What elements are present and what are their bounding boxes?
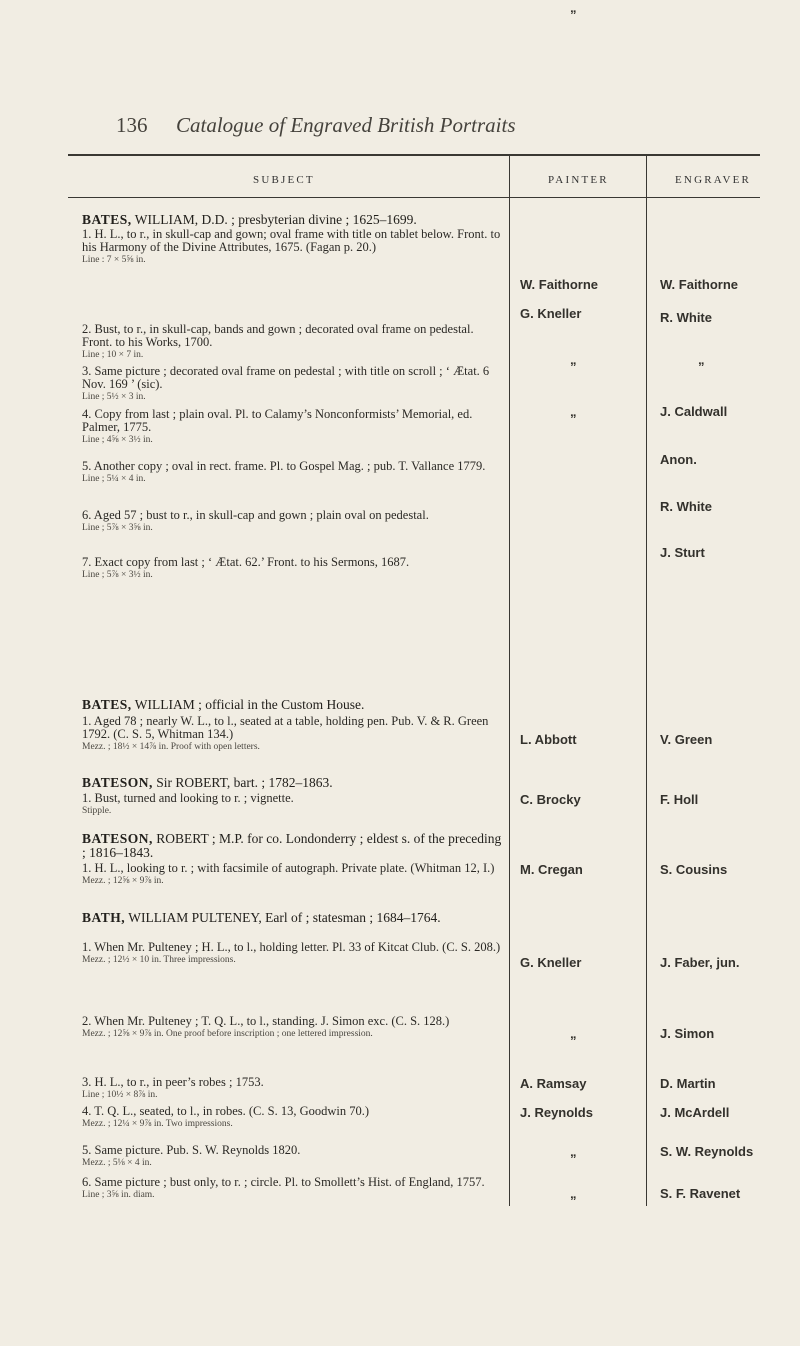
entry-description: 5. Another copy ; oval in rect. frame. Pl. to Gospel Mag. ; pub. T. Vallance 1779.	[82, 459, 486, 473]
sitter-name: BATES,	[82, 212, 132, 227]
entry-description: 3. Same picture ; decorated oval frame on pedestal ; with title on scroll ; ‘ Ætat. 6 Nov. 169 ’ (sic).	[82, 364, 490, 391]
section-heading	[82, 832, 504, 860]
entry-technique: Line ; 10 × 7 in.	[82, 350, 144, 360]
engraver-name: J. McArdell	[660, 1105, 730, 1120]
catalogue-entry	[82, 460, 504, 485]
entry-technique: Line ; 5⅞ × 3⅝ in.	[82, 523, 153, 533]
engraver-name: „	[698, 352, 705, 367]
column-subject: SUBJECT	[253, 174, 315, 186]
catalogue-entry	[82, 365, 504, 403]
entry-technique: Line ; 10½ × 8⅞ in.	[82, 1090, 158, 1100]
engraver-name: S. F. Ravenet	[660, 1186, 741, 1201]
column-head-rule	[68, 197, 760, 198]
entry-technique: Line ; 5¼ × 4 in.	[82, 474, 146, 484]
entry-technique: Mezz. ; 5⅛ × 4 in.	[82, 1158, 152, 1168]
catalogue-entry	[82, 228, 504, 266]
painter-name: G. Kneller	[520, 306, 582, 321]
section-heading	[82, 911, 504, 925]
entry-description: 1. Bust, turned and looking to r. ; vignette.	[82, 791, 294, 805]
entry-description: 1. H. L., looking to r. ; with facsimile of autograph. Private plate. (Whitman 12, I.)	[82, 861, 495, 875]
entry-description: 1. H. L., to r., in skull-cap and gown; oval frame with title on tablet below. Front. to his Harmony of the Divine Attributes, 1675. (Fagan p. 20.)	[82, 227, 501, 254]
engraver-name: V. Green	[660, 732, 713, 747]
header-rule	[68, 154, 760, 156]
sitter-name: BATESON,	[82, 775, 153, 790]
engraver-name: S. Cousins	[660, 862, 728, 877]
running-title: Catalogue of Engraved British Portraits	[176, 113, 516, 137]
painter-name: A. Ramsay	[520, 1076, 587, 1091]
catalogue-entry	[82, 715, 504, 753]
section-heading	[82, 698, 504, 712]
sitter-description: Sir ROBERT, bart. ; 1782–1863.	[152, 775, 333, 790]
painter-name: W. Faithorne	[520, 277, 598, 292]
engraver-name: R. White	[660, 499, 712, 514]
entry-technique: Line : 7 × 5⅝ in.	[82, 255, 146, 265]
column-painter: PAINTER	[548, 174, 609, 186]
painter-name: „	[570, 1144, 577, 1159]
entry-technique: Mezz. ; 18½ × 14⅞ in. Proof with open letters.	[82, 742, 260, 752]
sitter-name: BATH,	[82, 910, 126, 925]
entry-description: 1. When Mr. Pulteney ; H. L., to l., holding letter. Pl. 33 of Kitcat Club. (C. S. 208.)	[82, 940, 501, 954]
sitter-name: BATES,	[82, 697, 132, 712]
entry-description: 6. Same picture ; bust only, to r. ; circle. Pl. to Smollett’s Hist. of England, 1757.	[82, 1175, 485, 1189]
entry-description: 5. Same picture. Pub. S. W. Reynolds 1820.	[82, 1143, 301, 1157]
painter-name: „	[570, 0, 577, 15]
painter-name: „	[570, 1026, 577, 1041]
painter-name: M. Cregan	[520, 862, 583, 877]
painter-name: G. Kneller	[520, 955, 582, 970]
column-engraver: ENGRAVER	[675, 174, 752, 186]
entry-technique: Stipple.	[82, 806, 112, 816]
engraver-name: D. Martin	[660, 1076, 716, 1091]
painter-name: C. Brocky	[520, 792, 581, 807]
painter-name: „	[570, 404, 577, 419]
painter-name: J. Reynolds	[520, 1105, 593, 1120]
engraver-name: W. Faithorne	[660, 277, 738, 292]
engraver-name: J. Faber, jun.	[660, 955, 740, 970]
page-number: 136	[116, 113, 148, 137]
page-header	[0, 113, 800, 143]
sitter-name: BATESON,	[82, 831, 153, 846]
engraver-name: Anon.	[660, 452, 697, 467]
section-heading	[82, 776, 504, 790]
sitter-description: ROBERT ; M.P. for co. Londonderry ; eldest s. of the preceding ; 1816–1843.	[82, 831, 502, 860]
engraver-name: R. White	[660, 310, 712, 325]
entry-technique: Mezz. ; 12¼ × 9⅞ in. Two impressions.	[82, 1119, 233, 1129]
sitter-description: WILLIAM, D.D. ; presbyterian divine ; 1625–1699.	[131, 212, 417, 227]
entry-description: 2. When Mr. Pulteney ; T. Q. L., to l., standing. J. Simon exc. (C. S. 128.)	[82, 1014, 450, 1028]
entry-technique: Line ; 5⅞ × 3½ in.	[82, 570, 153, 580]
engraver-name: S. W. Reynolds	[660, 1144, 754, 1159]
col-divider-2	[646, 156, 647, 1206]
entry-description: 6. Aged 57 ; bust to r., in skull-cap and gown ; plain oval on pedestal.	[82, 508, 429, 522]
painter-name: „	[570, 1186, 577, 1201]
catalogue-entry	[82, 941, 504, 966]
entry-description: 2. Bust, to r., in skull-cap, bands and gown ; decorated oval frame on pedestal. Front. to his Works, 1700.	[82, 322, 474, 349]
engraver-name: F. Holl	[660, 792, 699, 807]
engraver-name: J. Sturt	[660, 545, 705, 560]
section-heading	[82, 213, 504, 227]
entry-technique: Mezz. ; 12½ × 10 in. Three impressions.	[82, 955, 236, 965]
painter-name: L. Abbott	[520, 732, 577, 747]
catalogue-entry	[82, 408, 504, 446]
entry-description: 7. Exact copy from last ; ‘ Ætat. 62.’ Front. to his Sermons, 1687.	[82, 555, 410, 569]
catalogue-entry	[82, 509, 504, 534]
entry-technique: Mezz. ; 12⅝ × 9⅞ in.	[82, 876, 164, 886]
sitter-description: WILLIAM PULTENEY, Earl of ; statesman ; 1684–1764.	[125, 910, 441, 925]
catalogue-entry	[82, 792, 504, 817]
catalogue-entry	[82, 1076, 504, 1101]
catalogue-entry	[82, 556, 504, 581]
catalogue-entry	[82, 1105, 504, 1130]
entry-technique: Line ; 5½ × 3 in.	[82, 392, 146, 402]
entry-technique: Mezz. ; 12⅝ × 9⅞ in. One proof before inscription ; one lettered impression.	[82, 1029, 373, 1039]
entry-technique: Line ; 4⅝ × 3½ in.	[82, 435, 153, 445]
catalogue-entry	[82, 862, 504, 887]
sitter-description: WILLIAM ; official in the Custom House.	[131, 697, 365, 712]
catalogue-entry	[82, 1015, 504, 1040]
entry-technique: Line ; 3⅝ in. diam.	[82, 1190, 155, 1200]
catalogue-entry	[82, 1176, 504, 1201]
col-divider-1	[509, 156, 510, 1206]
engraver-name: J. Simon	[660, 1026, 715, 1041]
entry-description: 1. Aged 78 ; nearly W. L., to l., seated at a table, holding pen. Pub. V. & R. Green 1792. (C. S. 5, Whitman 134.)	[82, 714, 489, 741]
entry-description: 4. Copy from last ; plain oval. Pl. to Calamy’s Nonconformists’ Memorial, ed. Palmer, 1775.	[82, 407, 473, 434]
catalogue-entry	[82, 323, 504, 361]
painter-name: „	[570, 352, 577, 367]
catalogue-entry	[82, 1144, 504, 1169]
entry-description: 3. H. L., to r., in peer’s robes ; 1753.	[82, 1075, 264, 1089]
engraver-name: J. Caldwall	[660, 404, 728, 419]
entry-description: 4. T. Q. L., seated, to l., in robes. (C. S. 13, Goodwin 70.)	[82, 1104, 370, 1118]
